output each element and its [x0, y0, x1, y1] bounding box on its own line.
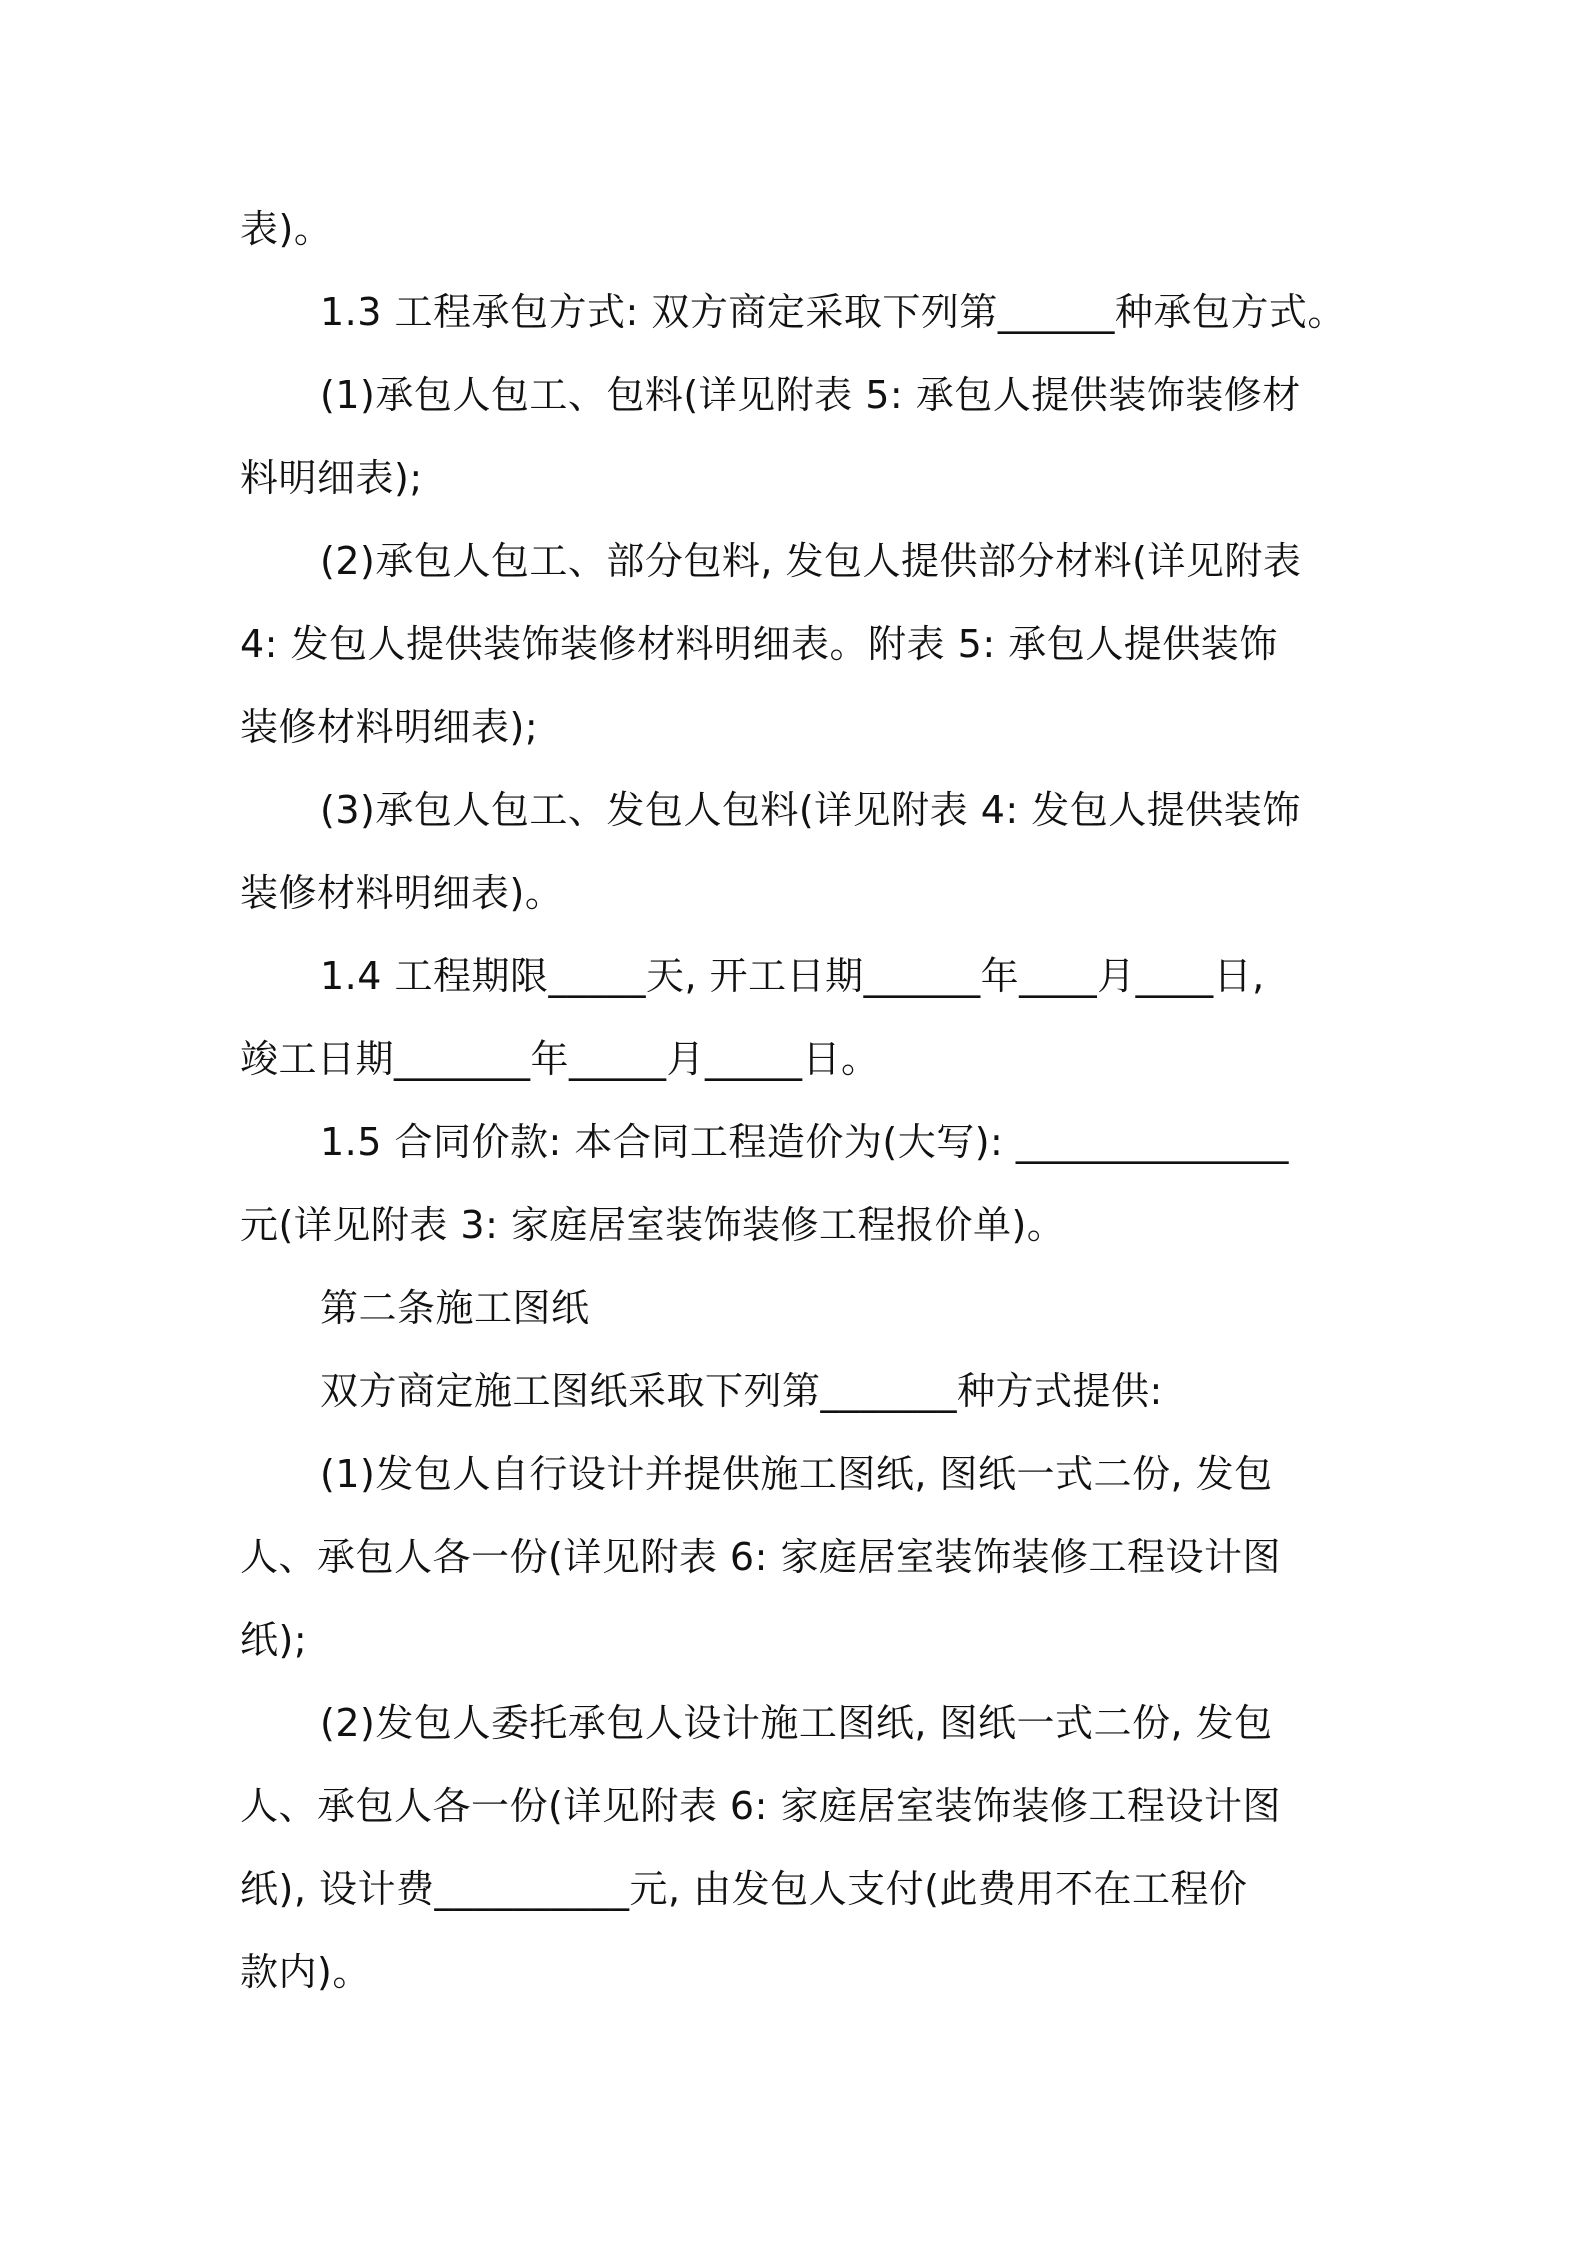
section-title: 第二条施工图纸	[320, 1286, 590, 1330]
line-1: 表)。	[240, 207, 333, 251]
document-body	[240, 188, 1350, 2014]
line-6: 4: 发包人提供装饰装修材料明细表。附表 5: 承包人提供装饰	[240, 622, 1278, 666]
line-11: 竣工日期_______年_____月_____日。	[240, 1037, 880, 1081]
line-15: 双方商定施工图纸采取下列第_______种方式提供:	[320, 1369, 1163, 1413]
line-21: 纸), 设计费__________元, 由发包人支付(此费用不在工程价	[240, 1867, 1248, 1911]
line-16: (1)发包人自行设计并提供施工图纸, 图纸一式二份, 发包	[320, 1452, 1273, 1496]
line-2: 1.3 工程承包方式: 双方商定采取下列第______种承包方式。	[320, 290, 1346, 334]
line-19: (2)发包人委托承包人设计施工图纸, 图纸一式二份, 发包	[320, 1701, 1273, 1745]
line-8: (3)承包人包工、发包人包料(详见附表 4: 发包人提供装饰	[320, 788, 1301, 832]
line-4: 料明细表);	[240, 456, 423, 500]
line-17: 人、承包人各一份(详见附表 6: 家庭居室装饰装修工程设计图	[240, 1535, 1281, 1579]
line-20: 人、承包人各一份(详见附表 6: 家庭居室装饰装修工程设计图	[240, 1784, 1281, 1828]
line-3: (1)承包人包工、包料(详见附表 5: 承包人提供装饰装修材	[320, 373, 1301, 417]
line-22: 款内)。	[240, 1950, 371, 1994]
line-9: 装修材料明细表)。	[240, 871, 564, 915]
line-13: 元(详见附表 3: 家庭居室装饰装修工程报价单)。	[240, 1203, 1066, 1247]
line-7: 装修材料明细表);	[240, 705, 539, 749]
line-5: (2)承包人包工、部分包料, 发包人提供部分材料(详见附表	[320, 539, 1302, 583]
line-18: 纸);	[240, 1618, 308, 1662]
line-10: 1.4 工程期限_____天, 开工日期______年____月____日,	[320, 954, 1265, 998]
line-12: 1.5 合同价款: 本合同工程造价为(大写): ______________	[320, 1120, 1289, 1164]
